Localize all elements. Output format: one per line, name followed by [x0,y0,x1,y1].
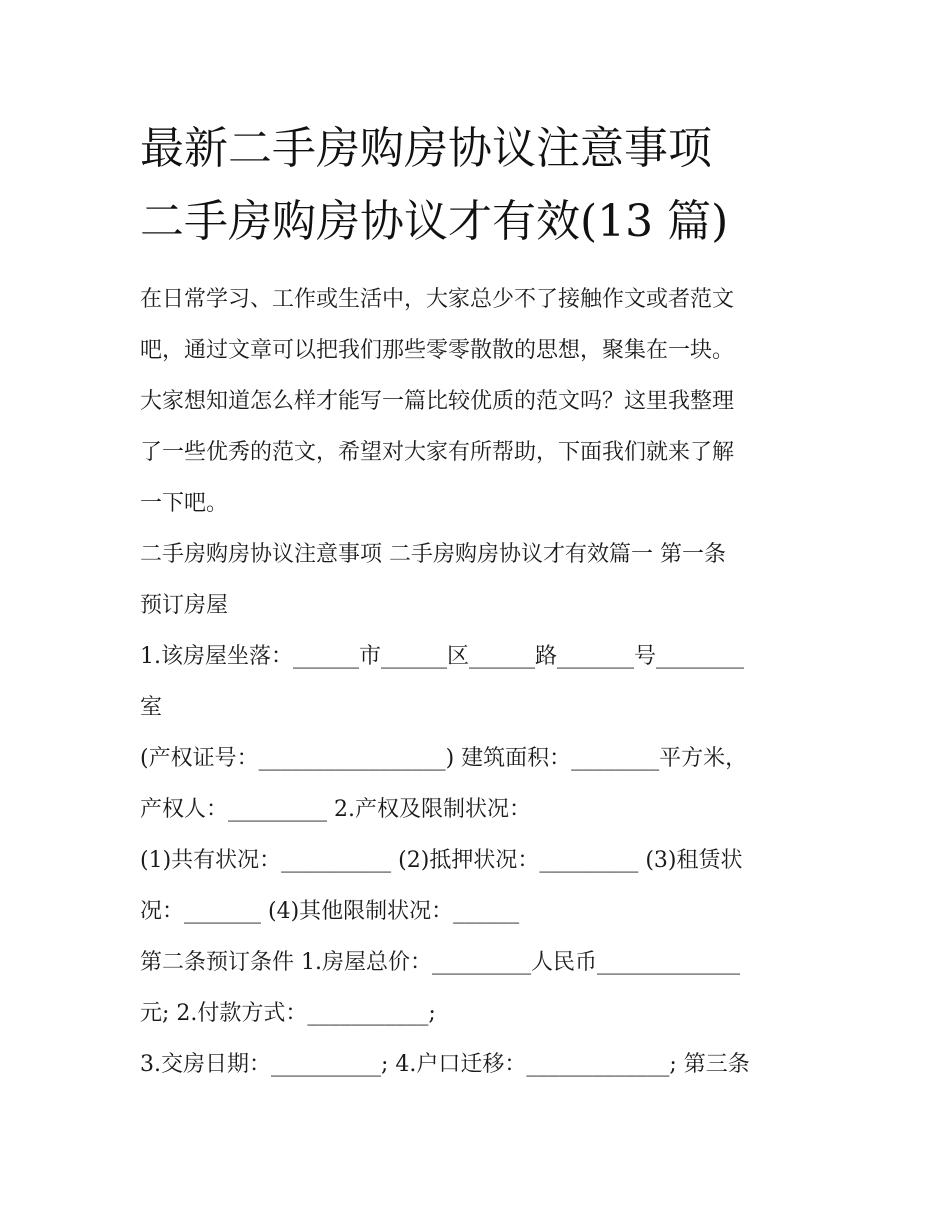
body-line: (1)共有状况：__________ (2)抵押状况：_________ (3)租赁状 [140,848,743,873]
title-line-2: 二手房购房协议才有效(13 篇) [140,196,729,247]
body-line: 吧，通过文章可以把我们那些零零散散的思想，聚集在一块。 [140,338,735,363]
body-line: 大家想知道怎么样才能写一篇比较优质的范文吗？这里我整理 [140,389,735,414]
body-line: (产权证号：_________________) 建筑面积：________平方米， [140,746,748,771]
body-line: 第二条预订条件 1.房屋总价：_________人民币_____________ [140,950,740,975]
title-line-1: 最新二手房购房协议注意事项 [140,123,712,174]
body-line: 1.该房屋坐落：______市______区______路_______号________ [140,644,744,669]
body-line: 况：_______ (4)其他限制状况：______ [140,899,520,924]
body-line: 二手房购房协议注意事项 二手房购房协议才有效篇一 第一条 [140,542,726,567]
body-line: 元; 2.付款方式：___________; [140,1001,436,1026]
body-line: 了一些优秀的范文，希望对大家有所帮助，下面我们就来了解 [140,440,735,465]
document-body [140,274,830,1090]
body-line: 产权人：_________ 2.产权及限制状况： [140,797,531,822]
document-title [140,112,830,258]
body-line: 3.交房日期：__________; 4.户口迁移：_____________; 第三条 [140,1052,750,1077]
body-line: 在日常学习、工作或生活中，大家总少不了接触作文或者范文 [140,287,735,312]
body-line: 一下吧。 [140,491,229,516]
body-line: 预订房屋 [140,593,229,618]
body-line: 室 [140,695,163,720]
